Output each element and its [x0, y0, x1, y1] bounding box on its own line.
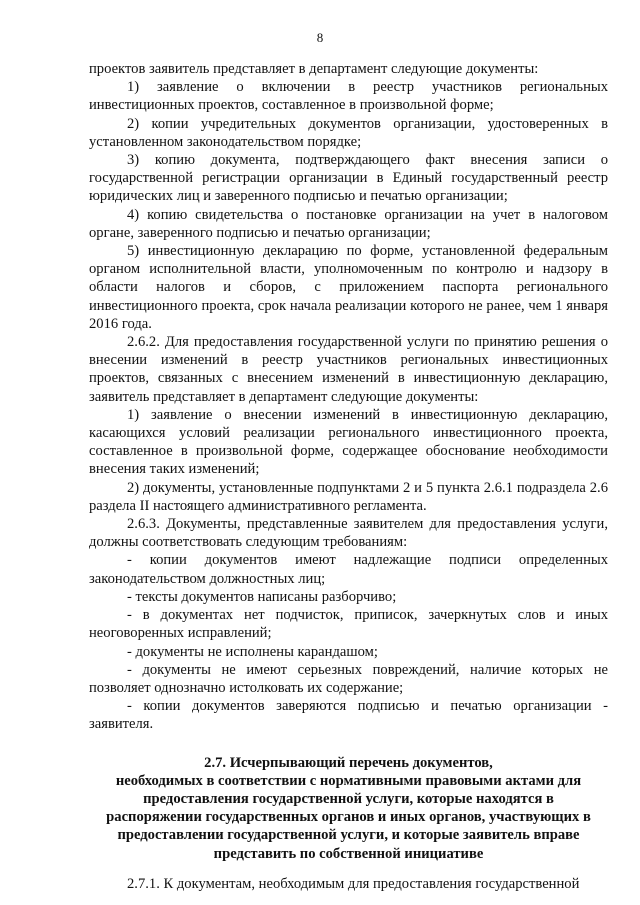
paragraph: 2) копии учредительных документов организации, удостоверенных в установленном законодательством порядке; — [89, 115, 608, 150]
paragraph: 3) копию документа, подтверждающего факт внесения записи о государственной регистрации организации в Единый государственный реестр юридических лиц и заверенного подписью и печатью организации; — [89, 152, 608, 205]
page-number: 8 — [316, 30, 324, 45]
paragraph: 2.6.3. Документы, представленные заявителем для предоставления услуги, должны соответствовать следующим требованиям: — [89, 516, 608, 551]
document-body — [89, 60, 608, 893]
heading-line: предоставления государственной услуги, которые находятся в — [143, 790, 554, 807]
heading-line: предоставлении государственной услуги, и которые заявитель вправе — [117, 827, 580, 844]
section-heading — [89, 754, 608, 863]
paragraph: проектов заявитель представляет в департамент следующие документы: — [89, 61, 539, 77]
list-item: - копии документов имеют надлежащие подписи определенных законодательством должностных лиц; — [89, 552, 608, 587]
paragraph: 5) инвестиционную декларацию по форме, установленной федеральным органом исполнительной власти, уполномоченным по контролю и надзору в области налогов и сборов, с приложением паспорта регионального инвестиционного проекта, срок начала реализации которого не ранее, чем 1 января 2016 года. — [89, 243, 608, 332]
paragraph: 1) заявление о включении в реестр участников региональных инвестиционных проектов, составленное в произвольной форме; — [89, 79, 608, 114]
heading-line: необходимых в соответствии с нормативными правовыми актами для — [115, 772, 582, 789]
list-item: - документы не исполнены карандашом; — [127, 643, 378, 660]
list-item: - копии документов заверяются подписью и печатью организации - заявителя. — [89, 698, 608, 733]
paragraph: 2.7.1. К документам, необходимым для предоставления государственной — [127, 875, 580, 892]
paragraph: 2.6.2. Для предоставления государственной услуги по принятию решения о внесении изменений в реестр участников региональных инвестиционных проектов, связанных с внесением изменений в инвестиционную декларацию, заявитель представляет в департамент следующие документы: — [89, 334, 608, 405]
heading-line: 2.7. Исчерпывающий перечень документов, — [204, 754, 493, 771]
list-item: - тексты документов написаны разборчиво; — [127, 588, 397, 605]
heading-line: распоряжении государственных органов и иных органов, участвующих в — [106, 809, 591, 826]
paragraph: 2) документы, установленные подпунктами 2 и 5 пункта 2.6.1 подраздела 2.6 раздела II настоящего административного регламента. — [89, 479, 608, 514]
list-item: - в документах нет подчисток, приписок, зачеркнутых слов и иных неоговоренных исправлений; — [89, 607, 608, 642]
heading-line: представить по собственной инициативе — [213, 845, 484, 862]
paragraph: 4) копию свидетельства о постановке организации на учет в налоговом органе, заверенного подписью и печатью организации; — [89, 206, 608, 241]
list-item: - документы не имеют серьезных повреждений, наличие которых не позволяет однозначно истолковать их содержание; — [89, 661, 608, 696]
paragraph: 1) заявление о внесении изменений в инвестиционную декларацию, касающихся условий реализации регионального инвестиционного проекта, составленное в произвольной форме, содержащее обоснование необходимости внесения таких изменений; — [89, 406, 608, 478]
